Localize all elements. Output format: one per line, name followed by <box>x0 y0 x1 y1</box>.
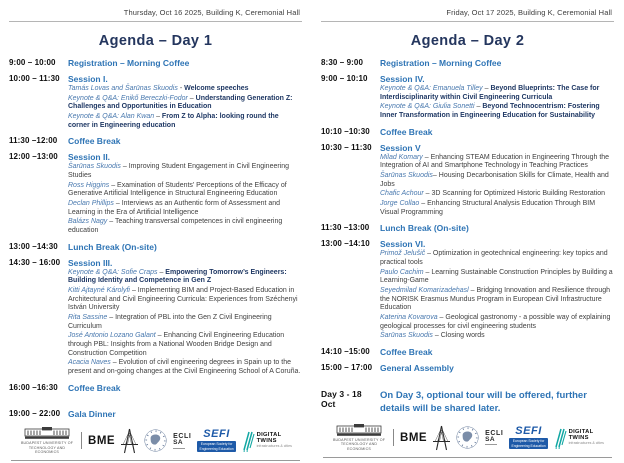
bridge-logo <box>121 428 138 454</box>
sefi-caption <box>509 438 547 449</box>
event-label: Gala Dinner <box>68 408 116 419</box>
speaker-name: Declan Phillips <box>68 200 114 208</box>
bme-university-logo <box>19 427 75 454</box>
talk-title: Welcome speeches <box>184 85 249 92</box>
agenda-row <box>321 143 614 218</box>
agenda-item: Katerina Kovarova – Geological gastronomy - a possible way of explaining geological processes for civil engineering students <box>380 314 611 330</box>
bme-logo: BME <box>88 434 116 447</box>
row-content <box>66 409 302 419</box>
university-caption: BUDAPEST UNIVERSITY OF TECHNOLOGY AND ECONOMICS <box>332 437 386 451</box>
row-content <box>378 363 614 373</box>
eclisa-line2: SA <box>485 435 495 443</box>
time-slot: 14:10 –15:00 <box>321 347 370 357</box>
event-label: Coffee Break <box>68 136 121 147</box>
partner-logos <box>321 422 614 457</box>
event-label: Coffee Break <box>380 347 433 358</box>
event-label: Registration – Morning Coffee <box>380 58 502 68</box>
event-label: On Day 3, optional tour will be offered, further details will be shared later. <box>380 390 587 415</box>
row-content <box>66 58 302 68</box>
time-slot: 13:00 –14:30 <box>9 241 58 251</box>
talk-title: Optimization in geotechnical engineering: key topics and practical tools <box>380 250 608 267</box>
eclisa-line2: SA <box>173 439 183 447</box>
digital-twins-caption: infrastructures & cities <box>256 444 292 449</box>
talk-title: Teaching transversal competences in civil engineering education <box>68 218 283 235</box>
digital-twins-icon <box>554 427 567 449</box>
time-slot: 9:00 – 10:00 <box>9 58 56 67</box>
agenda-row <box>321 239 614 341</box>
speaker-name: Ross Higgins <box>68 181 110 189</box>
speaker-name: Šarūnas Skuodis <box>68 163 121 171</box>
euceet-circle-logo <box>144 429 167 452</box>
eclisa-logo <box>485 430 503 446</box>
time-slot: 16:00 –16:30 <box>9 382 58 392</box>
speaker-name: Tamás Lovas and Šarūnas Skuodis <box>68 85 178 92</box>
page-date-header: Thursday, Oct 16 2025, Building K, Ceremonial Hall <box>9 8 302 22</box>
row-content <box>66 136 302 146</box>
row-content <box>378 143 614 218</box>
sefi-wordmark: SEFI <box>203 428 230 441</box>
logo-divider <box>81 432 82 449</box>
row-content <box>378 239 614 341</box>
agenda-item: Chafic Achour – 3D Scanning for Optimized Historic Building Restoration <box>380 190 606 198</box>
agenda-row <box>9 409 302 419</box>
sefi-caption-line2: Engineering Education <box>199 446 234 451</box>
time-slot: 15:00 – 17:00 <box>321 363 373 373</box>
talk-title: Integration of PBL into the Gen Z Civil Engineering Curriculum <box>68 314 272 330</box>
speaker-name: Katerina Kovarova <box>380 314 438 322</box>
session-title: Session I. <box>68 74 108 84</box>
speaker-name: Keynote & Q&A: Sofie Craps <box>68 268 158 276</box>
university-building-icon <box>24 427 70 440</box>
event-label: Lunch Break (On-site) <box>68 241 157 252</box>
time-slot: 10:30 – 11:30 <box>321 142 372 152</box>
agenda-row <box>9 383 302 393</box>
time-slot: 12:00 –13:00 <box>9 152 58 162</box>
sefi-caption <box>197 441 235 452</box>
speaker-name: Kitti Ajtayné Károlyfi <box>68 287 130 295</box>
row-content <box>66 74 302 130</box>
talk-title: Closing words <box>440 332 485 340</box>
talk-title: Enhancing STEAM Education in Engineering Through the Integration of AI and Smartphone Technology in Teaching Practices <box>380 153 610 170</box>
digital-twins-caption: infrastructures & cities <box>568 441 604 446</box>
time-slot: 13:00 –14:10 <box>321 239 370 249</box>
row-content <box>66 383 302 393</box>
agenda-row <box>9 152 302 235</box>
speaker-name: Keynote & Q&A: Alan Kwan <box>68 113 155 121</box>
agenda-item: Seyedmilad Komarizadehasl – Bridging Innovation and Resilience through the NORISK Erasmus Mundus Program in European Civil Infrastructure Education <box>380 287 610 312</box>
session-title: Session IV. <box>380 74 425 84</box>
agenda-row <box>321 347 614 357</box>
speaker-name: Milad Komary <box>380 153 423 161</box>
eclisa-logo <box>173 433 191 449</box>
footer-rule <box>11 460 300 461</box>
talk-title: Empowering Tomorrow’s Engineers: Building Identity and Competence in Gen Z <box>68 268 287 285</box>
row-content <box>66 258 302 377</box>
event-label: Registration – Morning Coffee <box>68 58 190 68</box>
digital-twins-logo <box>554 427 604 449</box>
bridge-logo <box>433 425 450 451</box>
sefi-caption-line1: European Society for <box>512 439 545 444</box>
speaker-name: Šarūnas Skuodis <box>380 332 433 340</box>
speaker-name: Keynote & Q&A: Giulia Sonetti <box>380 103 475 111</box>
page-date-header: Friday, Oct 17 2025, Building K, Ceremonial Hall <box>321 8 614 22</box>
page-footer <box>321 422 614 460</box>
speaker-name: Primož Jelušič <box>380 250 426 258</box>
agenda-row <box>321 58 614 68</box>
talk-title: Improving Student Engagement in Civil Engineering Studies <box>68 163 290 180</box>
university-caption: BUDAPEST UNIVERSITY OF TECHNOLOGY AND ECONOMICS <box>20 441 74 455</box>
agenda-item: Ross Higgins – Examination of Students’ Perceptions of the Efficacy of Generative Artificial Intelligence in Structural Engineering Education <box>68 181 287 198</box>
footer-rule <box>323 457 612 458</box>
agenda-item: Jorge Collao – Enhancing Structural Analysis Education Through BIM Visual Programming <box>380 200 596 216</box>
eclisa-bar <box>173 448 185 449</box>
talk-title: 3D Scanning for Optimized Historic Building Restoration <box>431 190 606 198</box>
agenda-item: Šarūnas Skuodis– Housing Decarbonisation Skills for Climate, Health and Jobs <box>380 172 609 188</box>
talk-title: Beyond Technocentrism: Fostering Inner Transformation in Engineering Education for Sustainability <box>380 103 600 120</box>
digital-twins-icon <box>242 430 255 452</box>
speaker-name: Jorge Collao <box>380 200 420 208</box>
agenda-rows <box>321 58 614 422</box>
eclisa-line1: ECLI <box>485 429 504 437</box>
agenda-item: Keynote & Q&A: Giulia Sonetti – Beyond Technocentrism: Fostering Inner Transformation in Engineering Education for Sustainability <box>380 103 600 120</box>
row-content <box>66 152 302 235</box>
euceet-circle-logo <box>456 426 479 449</box>
session-title: Session III. <box>68 257 113 268</box>
time-slot: 11:30 –13:00 <box>321 223 370 233</box>
time-slot: 9:00 – 10:10 <box>321 74 368 83</box>
agenda-row <box>321 363 614 373</box>
session-title: Session V <box>380 142 421 153</box>
agenda-row <box>9 136 302 146</box>
time-slot: 19:00 – 22:00 <box>9 408 61 418</box>
row-content <box>378 223 614 233</box>
digital-twins-line1: DIGITAL <box>256 432 282 439</box>
eclisa-bar <box>485 444 497 445</box>
page-footer <box>9 425 302 463</box>
bme-university-logo <box>331 424 387 451</box>
agenda-row <box>9 242 302 252</box>
agenda-row <box>9 258 302 377</box>
agenda-item: Primož Jelušič – Optimization in geotechnical engineering: key topics and practical tools <box>380 250 608 267</box>
talk-title: Implementing BIM and Project-Based Education in Architectural and Civil Engineering Curricula: Experiences from Széchenyi István University <box>68 287 298 312</box>
speaker-name: Rita Sassine <box>68 314 108 322</box>
agenda-row <box>321 223 614 233</box>
talk-title: Housing Decarbonisation Skills for Climate, Health and Jobs <box>380 172 609 188</box>
speaker-name: Seyedmilad Komarizadehasl <box>380 287 469 295</box>
row-content <box>378 389 614 416</box>
speaker-name: Keynote & Q&A: Emanuela Tilley <box>380 85 483 92</box>
talk-title: Beyond Blueprints: The Case for Interdisciplinarity within Civil Engineering Curricula <box>380 85 600 101</box>
sefi-logo <box>509 426 547 449</box>
speaker-name: Šarūnas Skuodis <box>380 172 433 180</box>
speaker-name: Chafic Achour <box>380 190 424 198</box>
logo-divider <box>393 429 394 446</box>
row-content <box>378 74 614 121</box>
agenda-item: Declan Phillips – Interviews as an Authentic form of Assessment and Learning in the Era of Artificial Intelligence <box>68 200 281 216</box>
speaker-name: Balázs Nagy <box>68 218 108 226</box>
agenda-item: Balázs Nagy – Teaching transversal competences in civil engineering education <box>68 218 283 235</box>
speaker-name: José Antonio Lozano Galant <box>68 332 156 340</box>
talk-title: Evolution of civil engineering degrees in Spain up to the present and on-going changes at the Civil Engineering School of A Coruña. <box>68 359 301 376</box>
speaker-name: Keynote & Q&A: Enikő Bereczki-Fodor <box>68 94 188 102</box>
agenda-row <box>9 58 302 68</box>
agenda-row <box>321 389 614 416</box>
talk-title: Enhancing Structural Analysis Education Through BIM Visual Programming <box>380 200 596 216</box>
event-label: Coffee Break <box>380 126 433 137</box>
agenda-item: Kitti Ajtayné Károlyfi – Implementing BIM and Project-Based Education in Architectural and Civil Engineering Curricula: Experiences from Széchenyi István University <box>68 287 298 312</box>
sefi-caption-line1: European Society for <box>200 442 233 447</box>
talk-title: Geological gastronomy - a possible way of explaining geological processes for civil engineering students <box>380 314 611 330</box>
sefi-wordmark: SEFI <box>515 425 542 438</box>
agenda-item: Acacia Naves – Evolution of civil engineering degrees in Spain up to the present and on-going changes at the Civil Engineering School of A Coruña. <box>68 359 301 376</box>
talk-title: Bridging Innovation and Resilience through the NORISK Erasmus Mundus Program in European Civil Infrastructure Education <box>380 287 610 312</box>
speaker-name: Paulo Cachim <box>380 268 424 276</box>
agenda-item: José Antonio Lozano Galant – Enhancing Civil Engineering Education through PBL: Insights from a National Wooden Bridge Design and Construction Competition <box>68 332 285 357</box>
talk-title: Interviews as an Authentic form of Assessment and Learning in the Era of Artificial Intelligence <box>68 200 281 216</box>
university-building-icon <box>336 424 382 437</box>
digital-twins-line2: TWINS <box>568 435 589 442</box>
page-title: Agenda – Day 2 <box>410 33 525 49</box>
agenda-page-day1 <box>0 0 312 455</box>
digital-twins-line2: TWINS <box>256 438 277 445</box>
agenda-item: Keynote & Q&A: Sofie Craps – Empowering Tomorrow’s Engineers: Building Identity and Competence in Gen Z <box>68 268 287 285</box>
session-title: Session VI. <box>380 239 426 250</box>
time-slot: 8:30 – 9:00 <box>321 58 364 67</box>
agenda-page-day2 <box>312 0 624 451</box>
agenda-item: Keynote & Q&A: Enikő Bereczki-Fodor – Understanding Generation Z: Challenges and Opportunities in Education <box>68 94 293 111</box>
digital-twins-line1: DIGITAL <box>568 429 594 436</box>
agenda-item: Tamás Lovas and Šarūnas Skuodis - Welcome speeches <box>68 85 249 92</box>
talk-title: Learning Sustainable Construction Principles by Building a Learning-Game <box>380 268 613 285</box>
agenda-item: Paulo Cachim – Learning Sustainable Construction Principles by Building a Learning-Game <box>380 268 613 285</box>
agenda-item: Šarūnas Skuodis – Improving Student Engagement in Civil Engineering Studies <box>68 163 290 180</box>
agenda-rows <box>9 58 302 425</box>
row-content <box>378 58 614 68</box>
session-title: Session II. <box>68 152 111 163</box>
sefi-caption-line2: Engineering Education <box>511 443 546 448</box>
agenda-item: Keynote & Q&A: Alan Kwan – From Z to Alpha: looking round the corner in Engineering education <box>68 113 279 129</box>
event-label: Lunch Break (On-site) <box>380 223 469 234</box>
event-label: General Assembly <box>380 363 454 374</box>
page-title: Agenda – Day 1 <box>98 33 213 49</box>
agenda-item: Keynote & Q&A: Emanuela Tilley – Beyond Blueprints: The Case for Interdisciplinarity within Civil Engineering Curricula <box>380 85 600 101</box>
talk-title: Understanding Generation Z: Challenges and Opportunities in Education <box>68 94 293 111</box>
speaker-name: Acacia Naves <box>68 359 111 367</box>
event-label: Coffee Break <box>68 382 121 393</box>
time-slot: 11:30 –12:00 <box>9 136 58 146</box>
talk-title: Enhancing Civil Engineering Education through PBL: Insights from a National Wooden Bridge Design and Construction Competition <box>68 332 285 357</box>
agenda-item: Rita Sassine – Integration of PBL into the Gen Z Civil Engineering Curriculum <box>68 314 272 330</box>
agenda-row <box>321 74 614 121</box>
time-slot: 10:10 –10:30 <box>321 126 370 136</box>
digital-twins-logo <box>242 430 292 452</box>
agenda-item: Milad Komary – Enhancing STEAM Education in Engineering Through the Integration of AI and Smartphone Technology in Teaching Practices <box>380 153 610 170</box>
row-content <box>378 127 614 137</box>
time-slot: Day 3 - 18 Oct <box>321 389 362 410</box>
agenda-item: Šarūnas Skuodis – Closing words <box>380 332 485 340</box>
bme-logo: BME <box>400 431 428 444</box>
row-content <box>378 347 614 357</box>
agenda-row <box>321 127 614 137</box>
talk-title: Examination of Students’ Perceptions of the Efficacy of Generative Artificial Intelligence in Structural Engineering Education <box>68 181 287 198</box>
talk-title: From Z to Alpha: looking round the corner in Engineering education <box>68 113 279 129</box>
time-slot: 10:00 – 11:30 <box>9 74 60 83</box>
time-slot: 14:30 – 16:00 <box>9 257 61 267</box>
partner-logos <box>9 425 302 460</box>
agenda-row <box>9 74 302 130</box>
row-content <box>66 242 302 252</box>
eclisa-line1: ECLI <box>173 433 192 441</box>
sefi-logo <box>197 429 235 452</box>
